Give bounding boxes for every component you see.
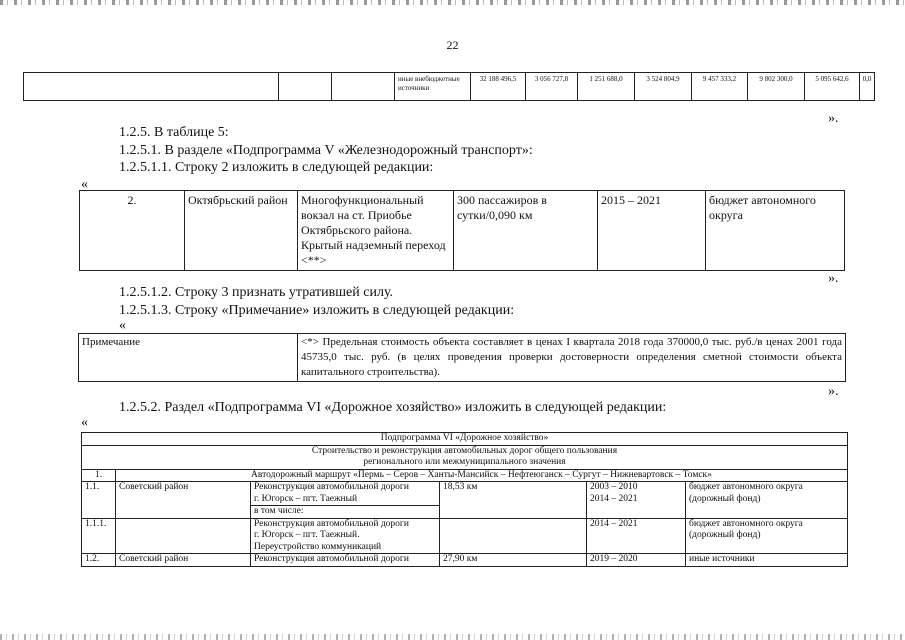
paragraph-1-2-5-1: 1.2.5.1. В разделе «Подпрограмма V «Железнодорожный транспорт»: [119, 143, 533, 158]
value-cell: 32 188 496,5 [471, 73, 526, 101]
object-line: Реконструкция автомобильной дороги [254, 482, 409, 492]
source-line: (дорожный фонд) [689, 530, 761, 540]
note-table [78, 333, 846, 382]
object-line: г. Югорск – пгт. Таежный [254, 493, 358, 504]
period-cell [587, 482, 686, 519]
subtitle-line: регионального или межмуниципального значения [363, 457, 566, 467]
value-cell: 5 095 642,6 [805, 73, 860, 101]
capacity-cell [440, 518, 587, 554]
district-cell: Советский район [116, 554, 251, 567]
paragraph-1-2-5-1-3: 1.2.5.1.3. Строку «Примечание» изложить в следующей редакции: [119, 303, 515, 318]
paragraph-1-2-5-2: 1.2.5.2. Раздел «Подпрограмма VI «Дорожное хозяйство» изложить в следующей редакции: [119, 400, 667, 415]
scan-edge-bottom [0, 634, 905, 640]
object-line: Переустройство коммуникаций [254, 541, 382, 552]
opening-quote: « [81, 415, 88, 430]
in-that-label: в том числе: [251, 506, 440, 519]
period-cell: 2019 – 2020 [587, 554, 686, 567]
closing-quote: ». [828, 384, 839, 399]
empty-cell [279, 73, 332, 101]
table-row [82, 469, 848, 482]
table-row [82, 518, 848, 554]
funding-source-cell [686, 518, 848, 554]
row-2-table [79, 190, 845, 271]
funding-source-cell [686, 482, 848, 519]
subtitle-line: Строительство и реконструкция автомобильных дорог общего пользования [311, 445, 618, 456]
value-cell: 9 802 300,0 [748, 73, 805, 101]
funding-source-cell: иные внебюджетные источники [395, 73, 471, 101]
page-number: 22 [446, 38, 459, 52]
period-line: 2014 – 2021 [590, 493, 638, 504]
object-cell: Реконструкция автомобильной дороги [251, 554, 440, 567]
capacity-cell: 27,90 км [440, 554, 587, 567]
paragraph-1-2-5: 1.2.5. В таблице 5: [119, 125, 229, 140]
row-number: 1. [82, 469, 116, 482]
funding-source-cell: бюджет автономного округа [706, 191, 845, 271]
table-row [82, 482, 848, 506]
note-text: <*> Предельная стоимость объекта составляет в ценах I квартала 2018 года 370000,0 тыс. руб./в ценах 2001 года 45735,0 тыс. руб. (в целях проведения проверки достоверности определения сметной стоимости объекта капитального строительства). [298, 334, 846, 382]
row-number: 2. [80, 191, 185, 271]
district-cell: Октябрьский район [185, 191, 298, 271]
table-row [82, 554, 848, 567]
source-line: бюджет автономного округа [689, 518, 803, 529]
source-line: (дорожный фонд) [689, 493, 761, 504]
closing-quote: ». [828, 111, 839, 126]
route-name: Автодорожный маршрут «Пермь – Серов – Ханты-Мансийск – Нефтеюганск – Сургут – Нижневартовск – Томск» [116, 469, 848, 482]
capacity-cell: 300 пассажиров в сутки/0,090 км [454, 191, 598, 271]
empty-cell [332, 73, 395, 101]
paragraph-1-2-5-1-2: 1.2.5.1.2. Строку 3 признать утратившей силу. [119, 285, 394, 300]
district-cell [116, 518, 251, 554]
table-row [79, 334, 846, 382]
value-cell: 9 457 333,2 [692, 73, 748, 101]
table-row [82, 445, 848, 469]
district-cell: Советский район [116, 482, 251, 519]
period-cell: 2014 – 2021 [587, 518, 686, 554]
table-row [24, 73, 875, 101]
object-cell [251, 518, 440, 554]
opening-quote: « [119, 318, 126, 333]
period-cell: 2015 – 2021 [598, 191, 706, 271]
paragraph-1-2-5-1-1: 1.2.5.1.1. Строку 2 изложить в следующей редакции: [119, 160, 434, 175]
period-line: 2003 – 2010 [590, 482, 638, 492]
note-label: Примечание [79, 334, 298, 382]
section-subtitle [82, 445, 848, 469]
section-title: Подпрограмма VI «Дорожное хозяйство» [82, 433, 848, 446]
table-row [82, 433, 848, 446]
table-row [80, 191, 845, 271]
funding-source-cell: иные источники [686, 554, 848, 567]
row-number: 1.1. [82, 482, 116, 519]
value-cell: 1 251 688,0 [578, 73, 635, 101]
value-cell: 3 524 804,9 [635, 73, 692, 101]
source-line: бюджет автономного округа [689, 482, 803, 492]
row-number: 1.2. [82, 554, 116, 567]
empty-cell [24, 73, 279, 101]
object-cell: Многофункциональный вокзал на ст. Приобье Октябрьского района. Крытый надземный переход <**> [298, 191, 454, 271]
opening-quote: « [81, 177, 88, 192]
capacity-cell: 18,53 км [440, 482, 587, 519]
previous-table-fragment [23, 72, 875, 101]
closing-quote: ». [828, 271, 839, 286]
object-line: г. Югорск – пгт. Таежный. [254, 530, 360, 540]
value-cell: 0,0 [860, 73, 875, 101]
subprogram-6-table [81, 432, 848, 567]
row-number: 1.1.1. [82, 518, 116, 554]
object-cell [251, 482, 440, 506]
value-cell: 3 056 727,8 [526, 73, 578, 101]
object-line: Реконструкция автомобильной дороги [254, 518, 409, 529]
scan-edge-top [0, 0, 905, 5]
